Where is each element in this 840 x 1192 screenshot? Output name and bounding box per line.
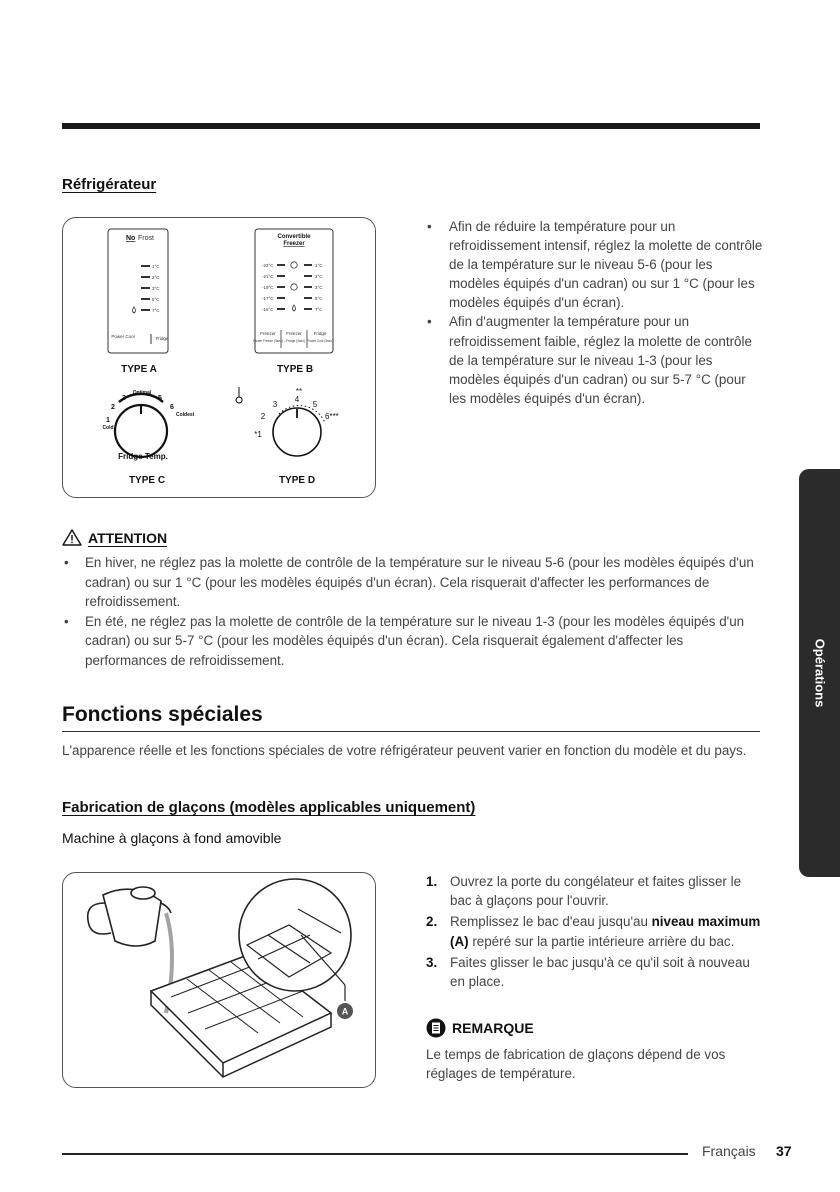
panel-a-power-cool: Power Cool [111, 334, 135, 339]
panel-a-level: 2°C [152, 275, 160, 280]
water-jug-icon [88, 887, 171, 946]
list-item: • Afin d'augmenter la température pour un refroidissement faible, réglez la molette de contrôle de la température sur le niveau 1-3 (pour les modèles équipés d'un cadran) ou sur 5-7 °C (pour les modèles équipés d'un écran). [425, 312, 765, 407]
step-text: Remplissez le bac d'eau jusqu'au [450, 914, 652, 930]
dial-d-number: 5 [312, 400, 318, 409]
type-a-label: TYPE A [121, 364, 157, 375]
list-item: • En hiver, ne réglez pas la molette de contrôle de la température sur le niveau 5-6 (pour les modèles équipés d'un cadran) ou sur 1 °C (pour les modèles équipés d'un écran). Cela risquerait d'affecter les performances de refroidissement. [62, 553, 762, 612]
dial-d-number: *1 [254, 430, 262, 439]
panel-a-level: 1°C [152, 264, 160, 269]
panel-a-fridge: Fridge [155, 336, 169, 341]
panel-b-button-sub: Power Cool (3sec) [306, 339, 334, 343]
step-number: 1. [426, 874, 438, 889]
list-item: • En été, ne réglez pas la molette de contrôle de la température sur le niveau 1-3 (pour les modèles équipés d'un cadran) ou sur 5-7 °C (pour les modèles équipés d'un écran). Cela risquerait également d'affecter les performances de refroidissement. [62, 612, 762, 671]
page-number: 37 [776, 1143, 792, 1159]
top-rule [62, 123, 760, 129]
dial-d-number: 4 [294, 395, 300, 404]
attention-heading [62, 529, 167, 546]
panel-b-freezer-level: -15°C [262, 307, 274, 312]
type-d-label: TYPE D [278, 475, 316, 486]
side-tab [799, 469, 840, 877]
heading-rule [62, 731, 760, 732]
note-text: Le temps de fabrication de glaçons dépend de vos réglages de température. [426, 1047, 726, 1082]
step-text: Faites glisser le bac jusqu'à ce qu'il soit à nouveau en place. [450, 954, 750, 990]
list-item: • Afin de réduire la température pour un refroidissement intensif, réglez la molette de contrôle de la température sur le niveau 5-6 (pour les modèles équipés d'un cadran) ou sur 1 °C (pour les modèles équipés d'un écran). [425, 217, 765, 312]
panel-b-title-2: Freezer [283, 241, 305, 247]
panel-a-brand-no: No [126, 235, 136, 242]
type-b-label: TYPE B [276, 364, 314, 375]
panel-b-fridge-level: 1°C [315, 263, 323, 268]
ice-tray-illustration [63, 873, 375, 1087]
panel-a-level: 7°C [152, 308, 160, 313]
step-emphasis: niveau maximum (A) [450, 914, 761, 949]
panel-b-fridge-level: 5°C [315, 296, 323, 301]
note-icon [426, 1018, 446, 1038]
dial-c-number: 1 [106, 417, 110, 424]
attention-list [62, 553, 762, 670]
dial-c-cold: Cold [102, 425, 114, 431]
ice-maker-subtitle: Machine à glaçons à fond amovible [62, 830, 282, 846]
panel-b-fridge-level: 7°C [315, 307, 323, 312]
panel-type-b [253, 229, 333, 375]
dial-type-c [102, 390, 194, 486]
temperature-tips [425, 217, 765, 408]
panel-a-brand-frost: Frost [138, 235, 154, 242]
section-title: Réfrigérateur [62, 176, 157, 193]
panel-type-a [108, 229, 169, 375]
dial-c-number: 3 [122, 395, 126, 402]
step-number: 2. [426, 914, 438, 930]
step-item [426, 953, 766, 991]
dial-c-caption: Fridge Temp. [118, 452, 168, 461]
type-c-label: TYPE C [128, 475, 166, 486]
note-heading [426, 1018, 534, 1038]
dial-d-top-mark: ** [295, 387, 303, 396]
dial-c-number: 6 [170, 404, 174, 411]
dial-c-coldest: Coldest [176, 412, 195, 418]
special-intro: L'apparence réelle et les fonctions spéciales de votre réfrigérateur peuvent varier en fonction du modèle et du pays. [62, 743, 747, 758]
panel-a-level: 5°C [152, 297, 160, 302]
footer-language: Français [702, 1143, 756, 1159]
footer-rule [62, 1153, 688, 1155]
dial-c-optimal: Optimal [132, 390, 152, 396]
panel-b-button-sub: ↔Fridge (3sec) [283, 339, 305, 343]
panel-b-fridge-level: 2°C [315, 274, 323, 279]
panel-a-level: 3°C [152, 286, 160, 291]
dial-type-d [236, 387, 339, 486]
warning-icon [62, 529, 82, 546]
step-text: repéré sur la partie intérieure arrière du bac. [468, 933, 735, 949]
dial-d-number: 3 [272, 400, 278, 409]
ice-making-title: Fabrication de glaçons (modèles applicables uniquement) [62, 799, 476, 816]
panel-b-button: Fridge [313, 331, 327, 336]
step-item [426, 872, 766, 910]
dial-c-number: 5 [158, 395, 162, 402]
note-title: REMARQUE [452, 1020, 534, 1036]
panel-b-fridge-level: 3°C [315, 285, 323, 290]
panel-b-freezer-level: -17°C [262, 296, 274, 301]
panel-b-title-1: Convertible [277, 234, 311, 240]
control-types-illustration [63, 218, 375, 497]
step-item [426, 912, 766, 950]
panel-b-button: Freezer [286, 331, 302, 336]
step-text: Ouvrez la porte du congélateur et faites glisser le bac à glaçons pour l'ouvrir. [450, 874, 742, 909]
step-number: 3. [426, 954, 438, 970]
control-types-figure [62, 217, 376, 498]
panel-b-button-sub: Power Freeze (3sec) [253, 339, 283, 343]
special-functions-title: Fonctions spéciales [62, 703, 263, 726]
dial-d-number: 2 [260, 412, 266, 421]
ice-tray-figure [62, 872, 376, 1088]
panel-b-freezer-level: -21°C [262, 274, 274, 279]
attention-title: ATTENTION [88, 529, 168, 546]
callout-a-label: A [341, 1006, 349, 1017]
side-tab-label: Opérations [812, 638, 827, 708]
dial-c-number: 2 [111, 404, 115, 411]
panel-b-freezer-level: -23°C [262, 263, 274, 268]
ice-steps [426, 872, 766, 993]
panel-b-freezer-level: -19°C [262, 285, 274, 290]
panel-b-button: Freezer [260, 331, 276, 336]
dial-d-number: 6*** [325, 412, 339, 421]
thermometer-icon [236, 387, 242, 403]
